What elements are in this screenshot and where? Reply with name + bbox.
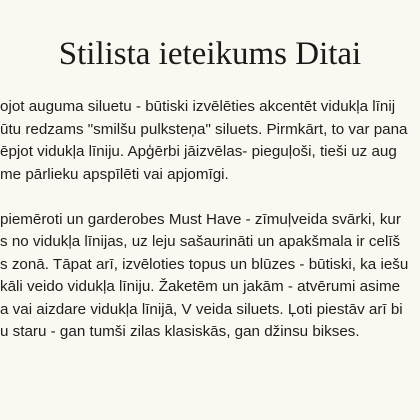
text-line: s no vidukļa līnijas, uz leju sašaurināti un apakšmala ir celīš	[0, 233, 401, 250]
text-line: s zonā. Tāpat arī, izvēloties topus un blūzes - būtiski, ka iešu	[0, 255, 409, 273]
text-line: u staru - gan tumši zilas klasiskās, gan džinsu bikses.	[0, 323, 360, 340]
text-line: ēpjot vidukļa līniju. Apģērbi jāizvēlas- pieguļoši, tieši uz aug	[0, 143, 397, 160]
slide-body	[0, 96, 420, 344]
text-line: me pārlieku apspīlēti vai apjomīgi.	[0, 165, 229, 183]
paragraph-must-have	[0, 209, 420, 344]
paragraph-spacer	[0, 186, 420, 209]
text-line: piemēroti un garderobes Must Have - zīmuļveida svārki, kur	[0, 210, 401, 228]
text-line: kāli veido vidukļa līniju. Žaketēm un jakām - atvērumi asime	[0, 278, 401, 295]
paragraph-silhouette	[0, 96, 420, 186]
text-line: a vai aizdare vidukļa līnijā, V veida siluets. Ļoti piestāv arī bi	[0, 300, 403, 318]
text-line: ūtu redzams "smilšu pulksteņa" siluets. Pirmkārt, to var pana	[0, 120, 408, 138]
text-line: ojot auguma siluetu - būtiski izvēlēties akcentēt vidukļa līnij	[0, 98, 396, 115]
slide-title: Stilista ieteikums Ditai	[58, 36, 362, 72]
